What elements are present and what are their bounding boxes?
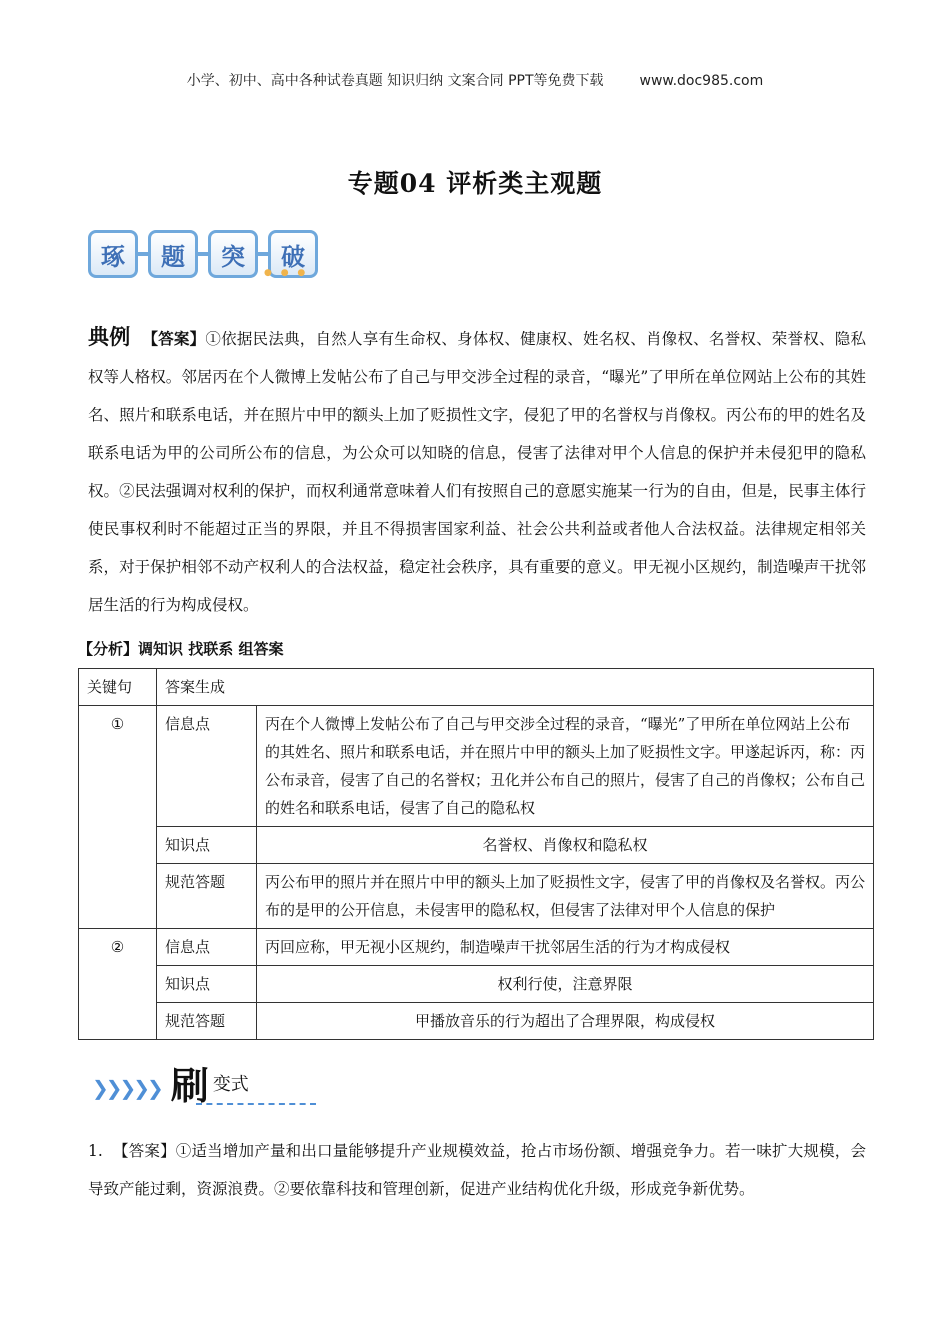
badge-connector	[138, 252, 148, 256]
table-row	[79, 827, 874, 864]
question-1-text: ①适当增加产量和出口量能够提升产业规模效益，抢占市场份额、增强竞争力。若一味扩大规模，会导致产能过剩，资源浪费。②要依靠科技和管理创新，促进产业结构优化升级，形成竞争新优势。	[88, 1142, 866, 1198]
row-label: 知识点	[157, 966, 257, 1003]
row-content: 权利行使，注意界限	[257, 966, 874, 1003]
example-paragraph	[88, 318, 866, 624]
page-header	[0, 70, 950, 90]
question-number: 1.	[88, 1142, 103, 1160]
answer-tag: 【答案】	[113, 1142, 176, 1160]
header-url[interactable]: www.doc985.com	[639, 73, 764, 89]
table-row	[79, 966, 874, 1003]
table-row	[79, 929, 874, 966]
table-row	[79, 864, 874, 929]
row-label: 规范答题	[157, 864, 257, 929]
badge-char-3: 突	[208, 230, 258, 278]
row-label: 信息点	[157, 929, 257, 966]
row-content: 名誉权、肖像权和隐私权	[257, 827, 874, 864]
table-row	[79, 706, 874, 827]
example-text: ①依据民法典，自然人享有生命权、身体权、健康权、姓名权、肖像权、名誉权、荣誉权、隐私权等人格权。邻居丙在个人微博上发帖公布了自己与甲交涉全过程的录音，“曝光”了甲所在单位网站上公布的其姓名、照片和联系电话，并在照片中甲的额头上加了贬损性文字，侵犯了甲的名誉权与肖像权。丙公布的甲的姓名及联系电话为甲的公司所公布的信息，为公众可以知晓的信息，侵害了法律对甲个人信息的保护并未侵犯甲的隐私权。②民法强调对权利的保护，而权利通常意味着人们有按照自己的意愿实施某一行为的自由，但是，民事主体行使民事权利时不能超过正当的界限，并且不得损害国家利益、社会公共利益或者他人合法权益。法律规定相邻关系，对于保护相邻不动产权利人的合法权益，稳定社会秩序，具有重要的意义。甲无视小区规约，制造噪声干扰邻居生活的行为构成侵权。	[88, 330, 866, 614]
badge-char-4: 破	[268, 230, 318, 278]
row-content: 丙公布甲的照片并在照片中甲的额头上加了贬损性文字，侵害了甲的肖像权及名誉权。丙公布的是甲的公开信息，未侵害甲的隐私权，但侵害了法律对甲个人信息的保护	[257, 864, 874, 929]
row-label: 信息点	[157, 706, 257, 827]
analysis-heading: 【分析】调知识 找联系 组答案	[78, 640, 284, 658]
key-cell: ②	[79, 929, 157, 1040]
analysis-table	[78, 668, 874, 1040]
badge-char-1: 琢	[88, 230, 138, 278]
badge-connector	[198, 252, 208, 256]
header-key: 关键句	[79, 669, 157, 706]
variant-brush-char: 刷	[170, 1064, 209, 1108]
dashed-underline	[196, 1103, 316, 1105]
page-title: 专题04 评析类主观题	[347, 169, 603, 198]
badge-char-2: 题	[148, 230, 198, 278]
row-content: 丙回应称，甲无视小区规约，制造噪声干扰邻居生活的行为才构成侵权	[257, 929, 874, 966]
decorative-dots: ● ● ●	[264, 268, 309, 278]
variant-label: 变式	[212, 1074, 249, 1095]
header-answer: 答案生成	[157, 669, 874, 706]
question-1-paragraph	[88, 1132, 866, 1208]
answer-tag: 【答案】	[142, 329, 206, 348]
example-label: 典例	[88, 325, 131, 349]
table-header-row	[79, 669, 874, 706]
row-label: 知识点	[157, 827, 257, 864]
table-row	[79, 1003, 874, 1040]
header-text: 小学、初中、高中各种试卷真题 知识归纳 文案合同 PPT等免费下载	[186, 73, 604, 89]
key-cell: ①	[79, 706, 157, 929]
row-content: 丙在个人微博上发帖公布了自己与甲交涉全过程的录音，“曝光”了甲所在单位网站上公布的其姓名、照片和联系电话，并在照片中甲的额头上加了贬损性文字。甲遂起诉丙，称：丙公布录音，侵害了自己的名誉权；丑化并公布自己的照片，侵害了自己的肖像权；公布自己的姓名和联系电话，侵害了自己的隐私权	[257, 706, 874, 827]
badge-connector	[258, 252, 268, 256]
chevrons-icon: ❯❯❯❯❯	[92, 1076, 161, 1100]
row-content: 甲播放音乐的行为超出了合理界限，构成侵权	[257, 1003, 874, 1040]
variant-section-badge	[92, 1066, 249, 1106]
row-label: 规范答题	[157, 1003, 257, 1040]
